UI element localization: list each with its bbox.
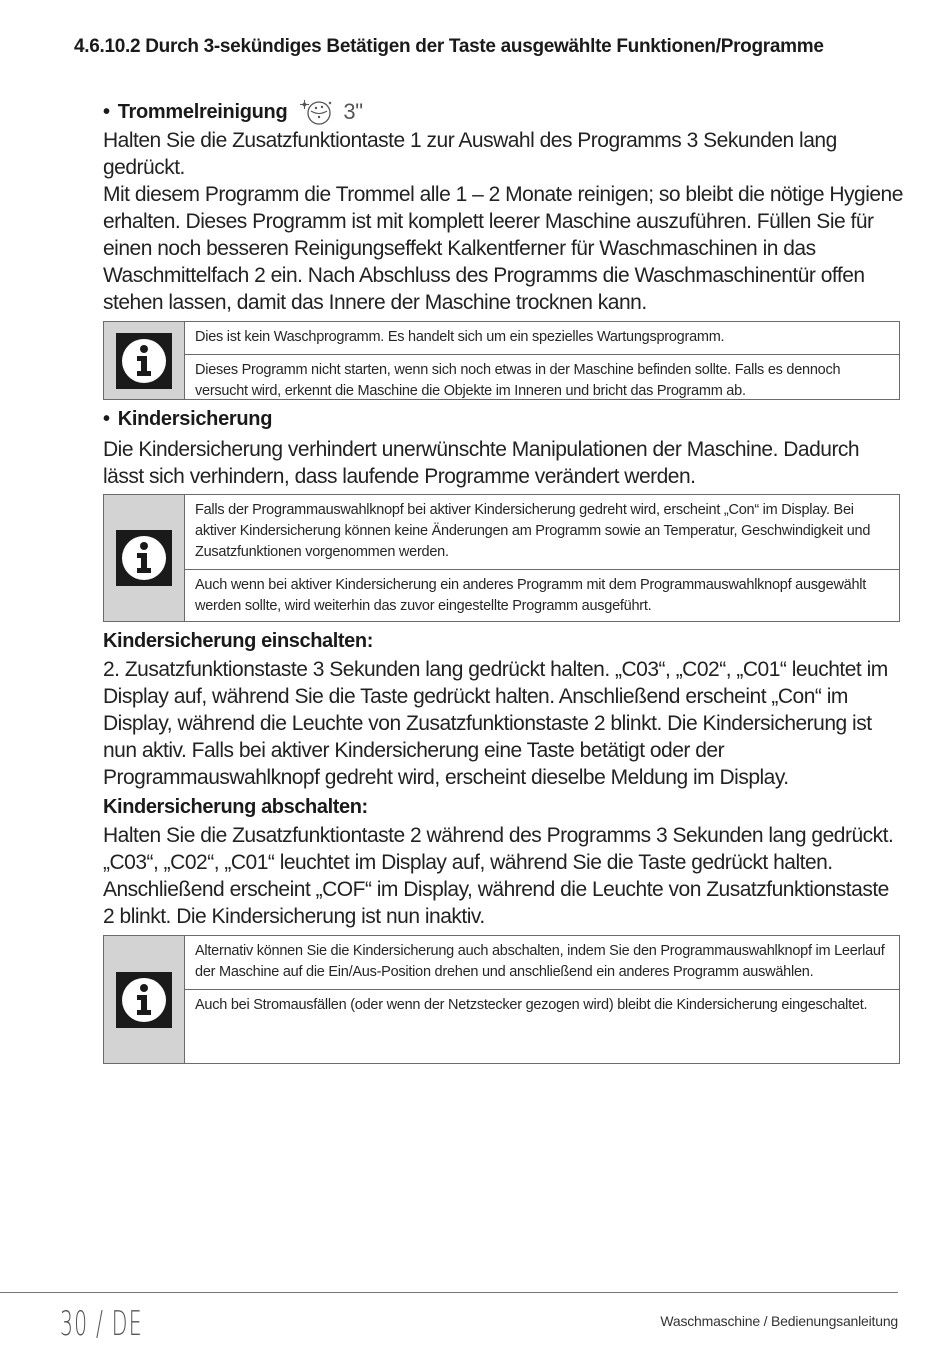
kindersicherung-body	[103, 436, 903, 490]
info-icon	[116, 530, 172, 586]
info-icon-panel	[104, 322, 185, 399]
info-icon-panel	[104, 936, 185, 1063]
einschalten-title: Kindersicherung einschalten:	[103, 630, 373, 652]
footer-divider	[0, 1292, 898, 1293]
info-icon-panel	[104, 495, 185, 621]
abschalten-title: Kindersicherung abschalten:	[103, 796, 368, 818]
duration-label: 3"	[343, 99, 363, 124]
einschalten-body	[103, 656, 903, 791]
footer-document-title: Waschmaschine / Bedienungsanleitung	[660, 1313, 898, 1329]
paragraph: 2. Zusatzfunktionstaste 3 Sekunden lang gedrückt halten. „C03“, „C02“, „C01“ leuchtet im Display auf, während Sie die Taste gedrückt halten. Anschließend erscheint „Con“ im Display, während die Leuchte von Zusatzfunktionstaste 2 blinkt. Die Kindersicherung ist nun aktiv. Falls bei aktiver Kindersicherung eine Taste betätigt oder der Programmauswahlknopf gedreht wird, erscheint dieselbe Meldung im Display.	[103, 658, 888, 789]
info-icon	[116, 972, 172, 1028]
info-note: Falls der Programmauswahlknopf bei aktiver Kindersicherung gedreht wird, erscheint „Con“ im Display. Bei aktiver Kindersicherung können keine Änderungen am Programm sowie an Temperatur, Geschwindigkeit und Zusatzfunktionen vorgenommen werden.	[195, 502, 871, 560]
info-notes	[185, 936, 899, 1063]
info-box-kindersicherung	[103, 494, 900, 622]
bullet-dot: •	[103, 100, 110, 123]
abschalten-body	[103, 822, 903, 930]
info-note: Alternativ können Sie die Kindersicherung auch abschalten, indem Sie den Programmauswahlknopf im Leerlauf der Maschine auf die Ein/Aus-Position drehen und anschließend ein anderes Programm auswählen.	[195, 943, 885, 980]
page-number: 30 / DE	[60, 1304, 143, 1344]
paragraph: Halten Sie die Zusatzfunktiontaste 2 während des Programms 3 Sekunden lang gedrückt. „C03“, „C02“, „C01“ leuchtet im Display auf, während Sie die Taste gedrückt halten. Anschließend erscheint „COF“ im Display, während die Leuchte von Zusatzfunktionstaste 2 blinkt. Die Kindersicherung ist nun inaktiv.	[103, 824, 894, 928]
info-notes	[185, 322, 899, 399]
paragraph: Mit diesem Programm die Trommel alle 1 – 2 Monate reinigen; so bleibt die nötige Hygiene erhalten. Dieses Programm ist mit komplett leerer Maschine auszuführen. Füllen Sie für einen noch besseren Reinigungseffekt Kalkentferner für Waschmaschinen in das Waschmittelfach 2 ein. Nach Abschluss des Programms die Waschmaschinentür offen stehen lassen, damit das Innere der Maschine trocknen kann.	[103, 183, 903, 314]
kindersicherung-title-text: Kindersicherung	[117, 408, 273, 430]
paragraph: Halten Sie die Zusatzfunktiontaste 1 zur Auswahl des Programms 3 Sekunden lang gedrückt.	[103, 129, 837, 179]
trommelreinigung-title-text: Trommelreinigung	[117, 100, 288, 123]
info-icon	[116, 333, 172, 389]
bullet-dot: •	[103, 408, 110, 430]
kindersicherung-title	[103, 408, 272, 431]
info-note: Dieses Programm nicht starten, wenn sich noch etwas in der Maschine befinden sollte. Falls es dennoch versucht wird, erkennt die Maschine die Objekte im Inneren und bricht das Programm ab.	[185, 354, 899, 408]
info-box-trommelreinigung	[103, 321, 900, 400]
info-note: Auch wenn bei aktiver Kindersicherung ein anderes Programm mit dem Programmauswahlknopf ausgewählt werden sollte, wird weiterhin das zuvor eingestellte Programm ausgeführt.	[185, 569, 899, 623]
paragraph: Die Kindersicherung verhindert unerwünschte Manipulationen der Maschine. Dadurch lässt sich verhindern, dass laufende Programme verändert werden.	[103, 438, 860, 488]
info-notes	[185, 495, 899, 621]
drum-cleaning-icon	[295, 97, 339, 127]
info-box-abschalten	[103, 935, 900, 1064]
trommelreinigung-title	[103, 97, 363, 127]
info-note: Dies ist kein Waschprogramm. Es handelt sich um ein spezielles Wartungsprogramm.	[195, 329, 725, 345]
info-note: Auch bei Stromausfällen (oder wenn der Netzstecker gezogen wird) bleibt die Kindersicherung eingeschaltet.	[185, 989, 899, 1022]
trommelreinigung-body	[103, 127, 903, 316]
section-heading: 4.6.10.2 Durch 3-sekündiges Betätigen der Taste ausgewählte Funktionen/Programme	[74, 36, 824, 57]
